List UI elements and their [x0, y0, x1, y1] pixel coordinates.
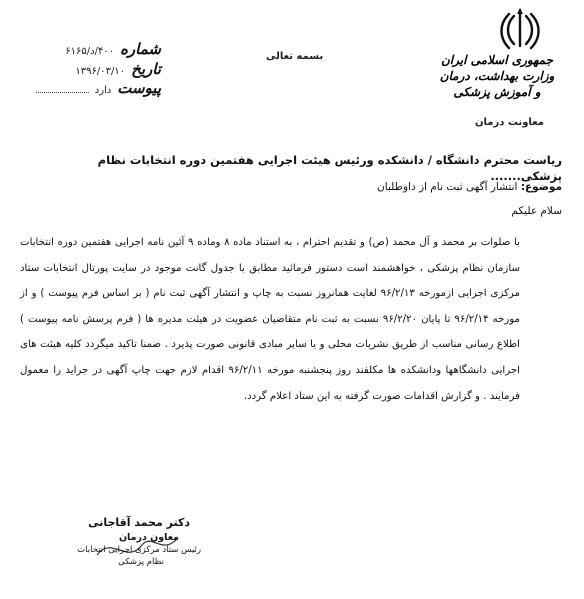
- attachment-label: پیوست: [117, 79, 161, 97]
- basmala-heading: بسمه تعالی: [266, 51, 324, 62]
- ministry-letterhead: جمهوری اسلامی ایران وزارت بهداشت، درمان و آموزش پزشکی: [439, 53, 555, 99]
- number-value: ۴۰۰/د/۶۱۶۵: [65, 46, 115, 57]
- deputy-label: معاونت درمان: [475, 117, 544, 128]
- letter-number-row: [36, 40, 161, 58]
- letter-date-row: [36, 60, 161, 78]
- date-label: تاریخ: [131, 60, 161, 78]
- subject-row: [377, 181, 562, 193]
- signatory-org: نظام پزشکی: [118, 557, 164, 567]
- iran-emblem-icon: [498, 6, 542, 52]
- addressee-line: ریاست محترم دانشگاه / دانشکده ورئیس هیئت اجرایی هفتمین دوره انتخابات نظام پزشکی.......: [97, 153, 562, 183]
- signatory-role: رئیس ستاد مرکزی اجرایی انتخابات: [77, 545, 201, 555]
- attachment-value: دارد: [94, 85, 112, 96]
- date-value: ۱۳۹۶/۰۳/۱۰: [75, 66, 126, 77]
- subject-label: موضوع:: [520, 181, 562, 193]
- attachment-row: [36, 79, 161, 97]
- signatory-name: دکتر محمد آقاجانی: [88, 516, 190, 529]
- greeting: سلام علیکم: [511, 205, 562, 217]
- subject-text: انتشار آگهی ثبت نام از داوطلبان: [377, 181, 521, 193]
- dotted-line: [36, 82, 89, 93]
- signatory-title: معاون درمان: [118, 532, 179, 543]
- letter-body: [20, 230, 520, 409]
- number-label: شماره: [120, 40, 161, 58]
- body-paragraph: با صلوات بر محمد و آل محمد (ص) و تقدیم احترام ، به استناد ماده ۸ وماده ۹ آئین نامه اجرایی هفتمین دوره انتخابات سازمان نظام پزشکی ، خواهشمند است دستور فرمائید مطابق با جدول گانت موجود در سایت پورتال انتخابات ستاد مرکزی اجرایی ازمورخه ۹۶/۲/۱۳ لغایت همانروز نسبت به چاپ و انتشار آگهی ثبت نام ( بر اساس فرم پیوست ) و از مورخه ۹۶/۲/۱۴ تا پایان ۹۶/۲/۲۰ نسبت به ثبت نام متقاضیان عضویت در هیئت مدیره ها ( فرم پرسش نامه پیوست ) اطلاع رسانی مناسب از طریق نشریات محلی و یا سایر مبادی قانونی صورت پذیرد . ضمنا تاکید میگردد کلیه هیئت های اجرایی دانشگاهها ودانشکده ها مکلفند روز پنجشنبه مورخه ۹۶/۲/۱۱ اقدام لازم جهت چاپ آگهی در جراید را معمول فرمایند . و گزارش اقدامات صورت گرفته به این ستاد اعلام گردد.: [20, 237, 521, 402]
